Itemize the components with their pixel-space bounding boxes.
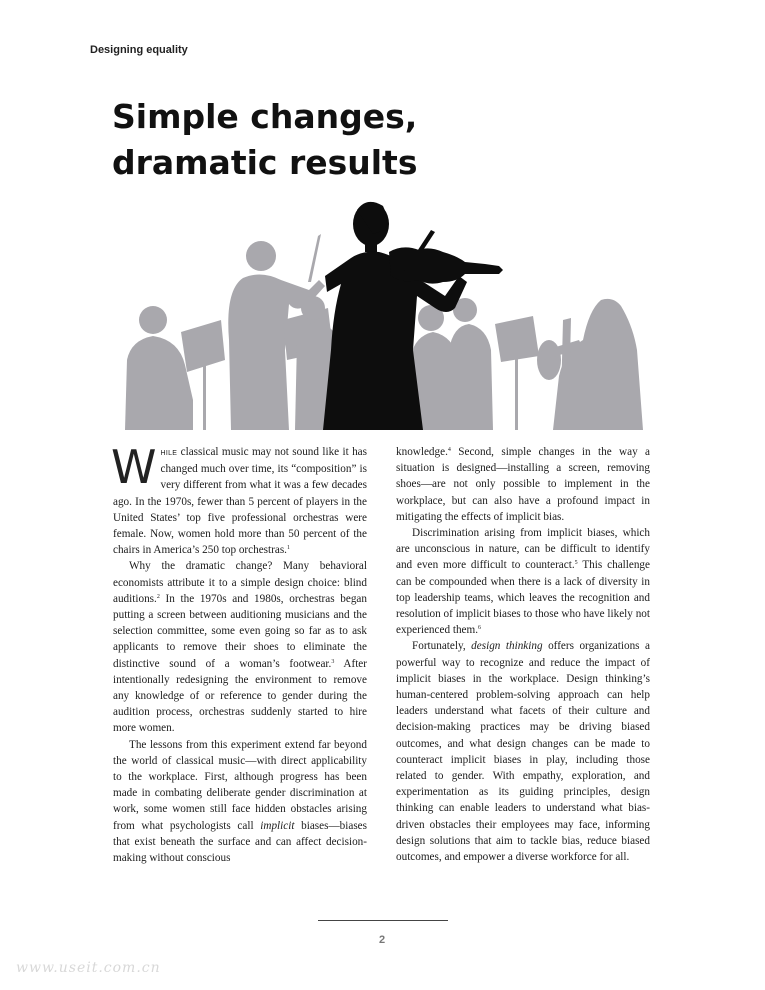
paragraph-text: classical music may not sound like it has changed much over time, its “composition” is very different from what it was a few decades ago. In the 1970s, fewer than 5 percent of players in the United States’ top five professional orchestras were female. Now, women hold more than 50 percent of the chairs in America’s 250 top orchestras. xyxy=(113,446,367,557)
page-title-line-1: Simple changes, xyxy=(112,97,418,136)
footnote-ref: 1 xyxy=(286,545,290,552)
lead-smallcaps: hile xyxy=(160,447,178,458)
orchestra-silhouette-icon xyxy=(113,200,655,430)
paragraph-text: After intentionally redesigning the environment to remove any knowledge of or reference to gender during the audition process, orchestras suddenly started to hire more women. xyxy=(113,657,367,735)
paragraph-text: offers organizations a powerful way to recognize and reduce the impact of implicit biases in the workplace. Design thinking’s human-centered problem-solving approach can help leaders understand what facets of their culture and decision-making practices may be driving biased outcomes, and what design changes can be made to counteract implicit biases in play, including those related to gender. With empathy, exploration, and experimentation as its guiding principles, design thinking can enable leaders to understand what bias-driven obstacles their employees may face, informing design solutions that aim to tackle bias, reduce biased outcomes, and empower a diverse workforce for all. xyxy=(396,640,651,864)
paragraph-text: Second, simple changes in the way a situation is designed—installing a screen, removing shoes—are not only possible to implement in the workplace, but can also have a profound impact in mitigating the effects of implicit bias. xyxy=(396,446,650,523)
paragraph xyxy=(396,525,650,638)
paragraph xyxy=(111,440,367,558)
paragraph-text: Why the dramatic change? Many behavioral economists attribute it to a simple design choice: blind auditions. xyxy=(113,560,367,605)
page-title-line-2: dramatic results xyxy=(112,143,418,182)
left-column xyxy=(111,440,367,866)
watermark: www.useit.com.cn xyxy=(16,960,161,976)
paragraph xyxy=(113,558,367,736)
paragraph xyxy=(396,638,650,865)
section-label: Designing equality xyxy=(90,44,188,56)
paragraph-text: biases—biases that exist beneath the surface and can affect decision-making without conscious xyxy=(113,819,367,865)
emphasis: implicit xyxy=(260,819,295,832)
page-number: 2 xyxy=(378,934,386,946)
drop-cap: W xyxy=(111,440,157,494)
paragraph-text: knowledge. xyxy=(396,446,448,458)
footnote-ref: 5 xyxy=(574,560,578,567)
footnote-ref: 6 xyxy=(478,625,481,632)
paragraph xyxy=(113,737,367,867)
footer-divider xyxy=(318,920,448,921)
paragraph-text: In the 1970s and 1980s, orchestras began putting a screen between auditioning musicians and the selection committee, some even going so far as to ask applicants to remove their shoes to eliminate the distinctive sound of a woman’s footwear. xyxy=(113,592,367,670)
footnote-ref: 3 xyxy=(331,658,335,665)
emphasis: design thinking xyxy=(471,640,543,653)
paragraph-text: The lessons from this experiment extend far beyond the world of classical music—with direct applicability to the workplace. First, although progress has been made in combating deliberate gender discrimination at work, some women still face hidden obstacles arising from what psychologists call xyxy=(113,738,367,832)
paragraph-text: This challenge can be compounded when there is a lack of diversity in top leadership teams, which leaves the recognition and resolution of implicit biases to those who have likely not experienced them. xyxy=(396,559,650,637)
page-title xyxy=(112,94,417,186)
footnote-ref: 2 xyxy=(156,593,160,600)
footnote-ref: 4 xyxy=(447,447,451,453)
paragraph-text: Discrimination arising from implicit biases, which are unconscious in nature, can be difficult to identify and even more difficult to counteract. xyxy=(396,527,650,572)
paragraph-text: Fortunately, xyxy=(412,640,472,653)
right-column xyxy=(396,444,650,865)
paragraph xyxy=(396,444,650,525)
